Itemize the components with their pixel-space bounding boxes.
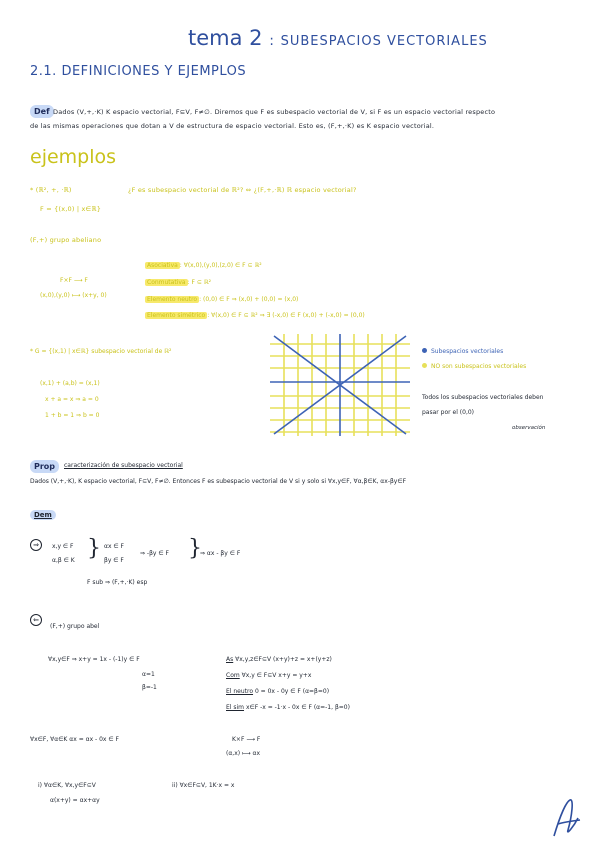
prop-simetrico-text: : ∀(x,0) ∈ F ⊆ ℝ² ⇒ ∃ (-x,0) ∈ F (x,0) + (-x,0) = (0,0)	[207, 312, 365, 319]
definition-line-1: Dados (V,+,·K) K espacio vectorial, F⊆V, F≠∅. Diremos que F es subespacio vectorial de V, si F es un espacio vectorial respecto	[53, 108, 496, 116]
dem-r1-label: As	[226, 656, 234, 663]
dem-brace-1: }	[87, 536, 101, 561]
definition-tag: Def	[30, 105, 54, 118]
dem-tag: Dem	[30, 510, 56, 520]
prop-asociativa-label: Asociativa	[147, 262, 178, 269]
dem-r4-label: El sim	[226, 704, 245, 711]
dem-r3-text: 0 = 0x - 0y ∈ F (α=β=0)	[254, 688, 330, 695]
prop-title: caracterización de subespacio vectorial	[64, 462, 183, 469]
definition-line-2: de las mismas operaciones que dotan a V de estructura de espacio vectorial. Esto es, (F,+,·K) es K espacio vectorial.	[30, 122, 435, 130]
prop-neutro	[145, 296, 298, 303]
example-2-line-2: x + a = x ⇒ a = 0	[45, 396, 99, 403]
section-heading: 2.1. DEFINICIONES Y EJEMPLOS	[30, 64, 247, 79]
example-1-question: ¿F es subespacio vectorial de ℝ²? ⇔ ¿(F,+,·ℝ) ℝ espacio vectorial?	[128, 186, 357, 194]
dem-m1: ∀x∈F, ∀α∈K αx = αx - 0x ∈ F	[30, 736, 119, 743]
prop-asociativa	[145, 262, 262, 269]
dem-d1: ⇒ αx - βy ∈ F	[200, 550, 241, 557]
dem-r1-text: ∀x,y,z∈F⊆V (x+y)+z = x+(y+z)	[235, 656, 332, 663]
dem-r2-label: Com	[226, 672, 240, 679]
dem-circle-backward	[30, 614, 42, 626]
prop-simetrico-label: Elemento simétrico	[147, 312, 206, 319]
dem-grupo: (F,+) grupo abel	[50, 623, 100, 630]
ejemplos-heading: ejemplos	[30, 146, 117, 168]
dem-r2	[226, 672, 311, 679]
dem-r4	[226, 704, 350, 711]
title-subtitle: SUBESPACIOS VECTORIALES	[280, 34, 488, 49]
title-separator: :	[269, 33, 274, 49]
note-line-2: pasar por el (0,0)	[422, 409, 475, 416]
dem-brace-2: }	[188, 536, 202, 561]
legend-blue-label: Subespacios vectoriales	[431, 348, 504, 355]
prop-conmutativa-label: Conmutativa	[147, 279, 186, 286]
dem-l1b: β=-1	[142, 684, 157, 691]
dem-m3: (α,x) ⟼ αx	[226, 750, 261, 757]
prop-asociativa-text: : ∀(x,0),(y,0),(z,0) ∈ F ⊆ ℝ²	[179, 262, 262, 269]
prop-tag: Prop	[30, 460, 59, 473]
dem-a1: x,y ∈ F	[52, 543, 74, 550]
observacion-label: observación	[512, 425, 546, 431]
dem-ii: ii) ∀x∈F⊆V, 1K·x = x	[172, 782, 235, 789]
legend-yellow-dot	[422, 363, 427, 368]
blue-subspaces	[270, 334, 410, 436]
map-line-1: F×F ⟶ F	[60, 277, 88, 284]
dem-a2: α,β ∈ K	[52, 557, 75, 564]
prop-text: Dados (V,+,·K), K espacio vectorial, F⊆V, F≠∅. Entonces F es subespacio vectorial de V si y solo si ∀x,y∈F, ∀α,β∈K, αx-βy∈F	[30, 478, 407, 485]
dem-b2: βy ∈ F	[104, 557, 124, 564]
dem-sub: F sub ⇒ (F,+,·K) esp	[87, 579, 148, 586]
dem-r3-label: El neutro	[226, 688, 254, 695]
prop-neutro-label: Elemento neutro	[147, 296, 198, 303]
dem-c1: ⇒ -βy ∈ F	[140, 550, 169, 557]
signature-mark	[548, 796, 588, 840]
example-2-line-3: 1 + b = 1 ⇒ b = 0	[45, 412, 100, 419]
prop-conmutativa-text: : F ⊆ ℝ²	[187, 279, 211, 286]
legend-blue	[422, 348, 503, 355]
note-line-1: Todos los subespacios vectoriales deben	[422, 394, 544, 401]
dem-i1: i) ∀α∈K, ∀x,y∈F⊆V	[38, 782, 96, 789]
legend-blue-dot	[422, 348, 427, 353]
tema-label: tema 2	[188, 26, 263, 50]
example-2-line-1: (x,1) + (a,b) = (x,1)	[40, 380, 100, 387]
subspace-diagram	[270, 334, 410, 436]
prop-simetrico	[145, 312, 365, 319]
prop-neutro-text: : (0,0) ∈ F ⇒ (x,0) + (0,0) = (x,0)	[199, 296, 299, 303]
dem-circle-forward-symbol: ⇒	[33, 541, 39, 549]
dem-r4-text: x∈F -x = -1·x - 0x ∈ F (α=-1, β=0)	[245, 704, 350, 711]
map-line-2: (x,0),(y,0) ⟼ (x+y, 0)	[40, 292, 107, 299]
grupo-abeliano: (F,+) grupo abeliano	[30, 236, 102, 244]
dem-r1	[226, 656, 332, 663]
example-2-title: * G = {(x,1) | x∈ℝ} subespacio vectorial de ℝ²	[30, 348, 172, 355]
legend-yellow-label: NO son subespacios vectoriales	[431, 363, 527, 370]
dem-m2: K×F ⟶ F	[232, 736, 261, 743]
dem-i2: α(x+y) = αx+αy	[50, 797, 100, 804]
dem-circle-forward	[30, 539, 42, 551]
dem-r3	[226, 688, 329, 695]
dem-circle-backward-symbol: ⇐	[33, 616, 39, 624]
dem-l1a: α=1	[142, 671, 155, 678]
dem-b1: αx ∈ F	[104, 543, 124, 550]
dem-r2-text: ∀x,y ∈ F⊆V x+y = y+x	[241, 672, 312, 679]
example-1-space: * (ℝ², +, ·ℝ)	[30, 186, 72, 194]
example-1-set: F = {(x,0) | x∈ℝ}	[40, 205, 102, 213]
dem-l1: ∀x,y∈F ⇒ x+y = 1x - (-1)y ∈ F	[48, 656, 140, 663]
doc-title	[188, 26, 488, 50]
prop-conmutativa	[145, 279, 211, 286]
legend-yellow	[422, 363, 526, 370]
